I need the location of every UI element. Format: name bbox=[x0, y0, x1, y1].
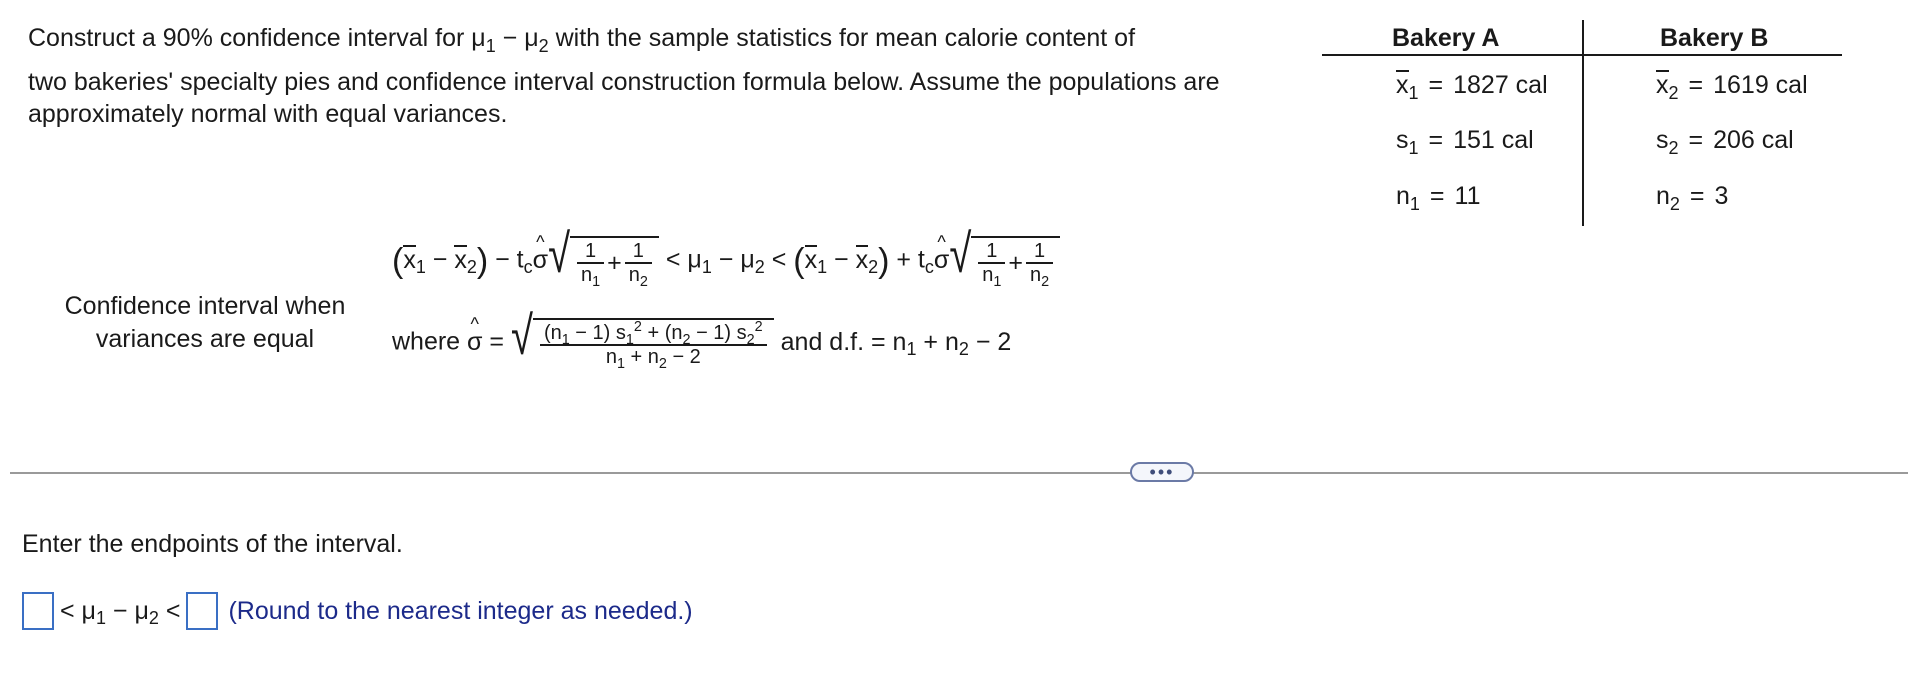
ci-formula-label: Confidence interval when variances are equal bbox=[64, 292, 346, 353]
lower-endpoint-input[interactable] bbox=[22, 592, 54, 630]
expand-more-button[interactable]: ••• bbox=[1130, 462, 1194, 482]
sigma-hat-formula: where ^ σ = √ $\frac{(n_1 - 1) s_1^2 + (n_2 - 1) s_2^2}{n_1 + n_2 - 2}$ and d.f. = $n_1 + n_2 - 2$ bbox=[392, 318, 1011, 368]
bakery-b-header: Bakery B bbox=[1660, 24, 1769, 52]
problem-line-1: Construct a 90% confidence interval for $\mu_1 - \mu_2$ with the sample statistics for mean calorie content of bbox=[28, 24, 1136, 56]
bakery-a-header: Bakery A bbox=[1392, 24, 1500, 52]
table-column-rule bbox=[1582, 20, 1584, 226]
problem-line-2: two bakeries' specialty pies and confidence interval construction formula below. Assume the populations are approximately normal with equal variances. bbox=[28, 68, 1220, 128]
upper-endpoint-input[interactable] bbox=[186, 592, 218, 630]
rounding-hint: (Round to the nearest integer as needed.) bbox=[228, 596, 693, 625]
bakery-a-n: $n_1 = 11$ bbox=[1396, 182, 1481, 214]
section-divider bbox=[10, 472, 1908, 474]
bakery-a-mean: $x_1 = 1827$ cal bbox=[1396, 71, 1548, 103]
bakery-a-sd: $s_1 = 151$ cal bbox=[1396, 126, 1534, 158]
degrees-of-freedom: and d.f. = $n_1 + n_2 - 2$ bbox=[780, 327, 1012, 360]
bakery-b-sd: $s_2 = 206$ cal bbox=[1656, 126, 1794, 158]
ci-formula: $(x_1 - x_2)$ − $t_c\^{}$ σ √ $\frac{1}{n_1}$ + $\frac{1}{n_2}$ < $\mu_1 - \mu_2 < (x_1 - x_2)$ + $t_c\^{}$ σ √ $\frac{1}{n_1}$ + $\frac{1}{n_2}$ bbox=[392, 236, 1060, 286]
bakery-b-n: $n_2 = 3$ bbox=[1656, 182, 1729, 214]
answer-prompt: Enter the endpoints of the interval. bbox=[22, 530, 403, 558]
problem-statement bbox=[28, 22, 1288, 142]
answer-row bbox=[22, 590, 693, 632]
interval-expression: < $\mu_1 - \mu_2$ < bbox=[60, 596, 181, 629]
sample-statistics-table bbox=[1322, 20, 1842, 228]
bakery-b-mean: $x_2 = 1619$ cal bbox=[1656, 71, 1808, 103]
